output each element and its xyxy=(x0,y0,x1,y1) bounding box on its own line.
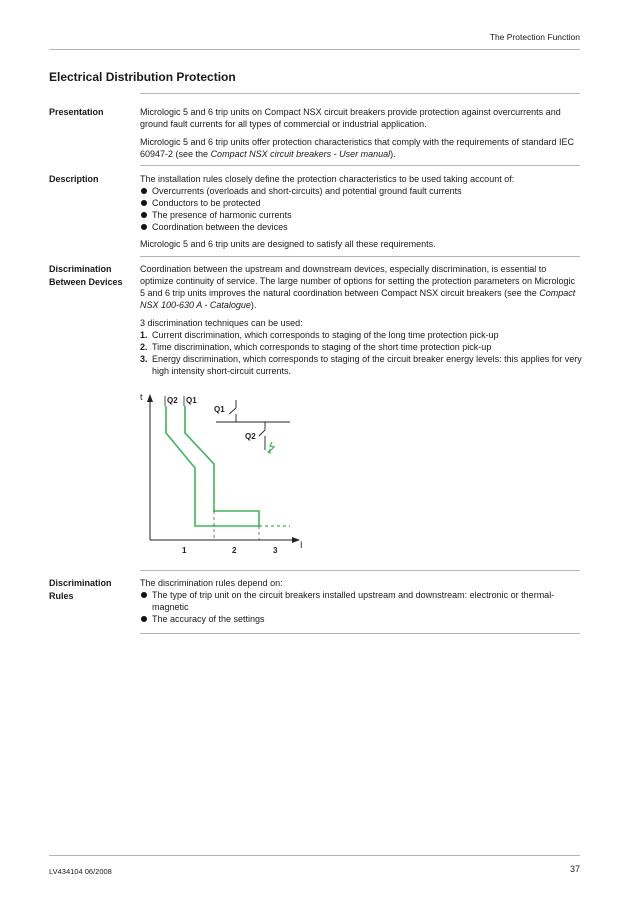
list-item: The type of trip unit on the circuit breakers installed upstream and downstream: electronic or thermal-magnetic xyxy=(140,589,582,613)
bullet-icon xyxy=(141,212,147,218)
bullet-icon xyxy=(141,200,147,206)
time-axis-arrow-icon xyxy=(147,394,153,402)
list-item: Conductors to be protected xyxy=(140,197,582,209)
discrimination-diagram xyxy=(138,388,313,563)
discrimination-devices-divider xyxy=(140,570,580,571)
list-item: 2. Time discrimination, which corresponds to staging of the short time protection pick-up xyxy=(140,342,492,352)
q2-curve-label: Q2 xyxy=(167,396,178,405)
section-divider xyxy=(140,93,580,94)
q1-trip-curve xyxy=(185,406,259,526)
rules-divider xyxy=(140,633,580,634)
bullet-icon xyxy=(141,616,147,622)
user-manual-reference: Compact NSX circuit breakers - User manual xyxy=(210,149,391,159)
time-axis-label: t xyxy=(140,392,143,402)
description-intro: The installation rules closely define the protection characteristics to be used taking account of: xyxy=(140,174,515,184)
presentation-paragraph-1: Micrologic 5 and 6 trip units on Compact NSX circuit breakers provide protection against overcurrents and ground fault currents for all types of commercial or industrial application. xyxy=(140,107,561,129)
description-divider xyxy=(140,256,580,257)
zone-label: 2 xyxy=(232,546,237,555)
rules-intro: The discrimination rules depend on: xyxy=(140,578,283,588)
discrimination-devices-label: Discrimination Between Devices xyxy=(49,264,123,287)
description-body xyxy=(140,173,582,256)
rules-bullet-list xyxy=(140,589,582,625)
discrimination-devices-paragraph: Coordination between the upstream and downstream devices, especially discrimination, is essential to optimize continuity of service. The large number of options for setting the protection parameters on Micrologic 5 and 6 trip units improves the natural coordination between Compact NSX circuit breakers (see the Compact NSX 100-630 A - Catalogue). xyxy=(140,264,576,310)
bullet-icon xyxy=(141,188,147,194)
list-item: Coordination between the devices xyxy=(140,221,582,233)
downstream-breaker-label: Q2 xyxy=(245,432,256,441)
current-axis-label: I xyxy=(300,540,303,550)
description-bullet-list xyxy=(140,185,582,233)
list-item: 1. Current discrimination, which corresponds to staging of the long time protection pick-up xyxy=(140,330,499,340)
presentation-divider xyxy=(140,165,580,166)
footer-divider xyxy=(49,855,580,856)
section-title: Electrical Distribution Protection xyxy=(49,70,236,84)
presentation-paragraph-2: Micrologic 5 and 6 trip units offer protection characteristics that comply with the requirements of standard IEC 60947-2 (see the Compact NSX circuit breakers - User manual). xyxy=(140,137,575,159)
bullet-icon xyxy=(141,592,147,598)
list-item: Overcurrents (overloads and short-circuits) and potential ground fault currents xyxy=(140,185,582,197)
upstream-breaker-label: Q1 xyxy=(214,405,225,414)
techniques-list xyxy=(140,329,582,377)
presentation-body xyxy=(140,106,582,166)
discrimination-rules-body xyxy=(140,577,582,630)
discrimination-rules-label: Discrimination Rules xyxy=(49,578,112,601)
list-item: The accuracy of the settings xyxy=(140,613,582,625)
catalogue-reference: Compact NSX 100-630 A - Catalogue xyxy=(140,288,576,310)
current-axis-arrow-icon xyxy=(292,537,300,543)
description-closing: Micrologic 5 and 6 trip units are designed to satisfy all these requirements. xyxy=(140,239,436,249)
q1-breaker-switch xyxy=(229,408,236,414)
running-header-title: The Protection Function xyxy=(489,32,580,42)
bullet-icon xyxy=(141,224,147,230)
description-label: Description xyxy=(49,174,99,184)
q2-trip-curve xyxy=(166,406,259,526)
page-number: 37 xyxy=(569,864,580,874)
q1-curve-label: Q1 xyxy=(186,396,197,405)
header-divider xyxy=(49,49,580,50)
zone-label: 1 xyxy=(182,546,187,555)
list-item: The presence of harmonic currents xyxy=(140,209,582,221)
techniques-intro: 3 discrimination techniques can be used: xyxy=(140,318,303,328)
document-reference: LV434104 06/2008 xyxy=(49,867,112,876)
zone-label: 3 xyxy=(273,546,278,555)
discrimination-devices-body xyxy=(140,263,582,377)
list-item: 3. Energy discrimination, which corresponds to staging of the circuit breaker energy levels: this applies for very high intensity short-circuit currents. xyxy=(140,354,582,376)
presentation-label: Presentation xyxy=(49,107,104,117)
q2-breaker-switch xyxy=(259,430,265,436)
